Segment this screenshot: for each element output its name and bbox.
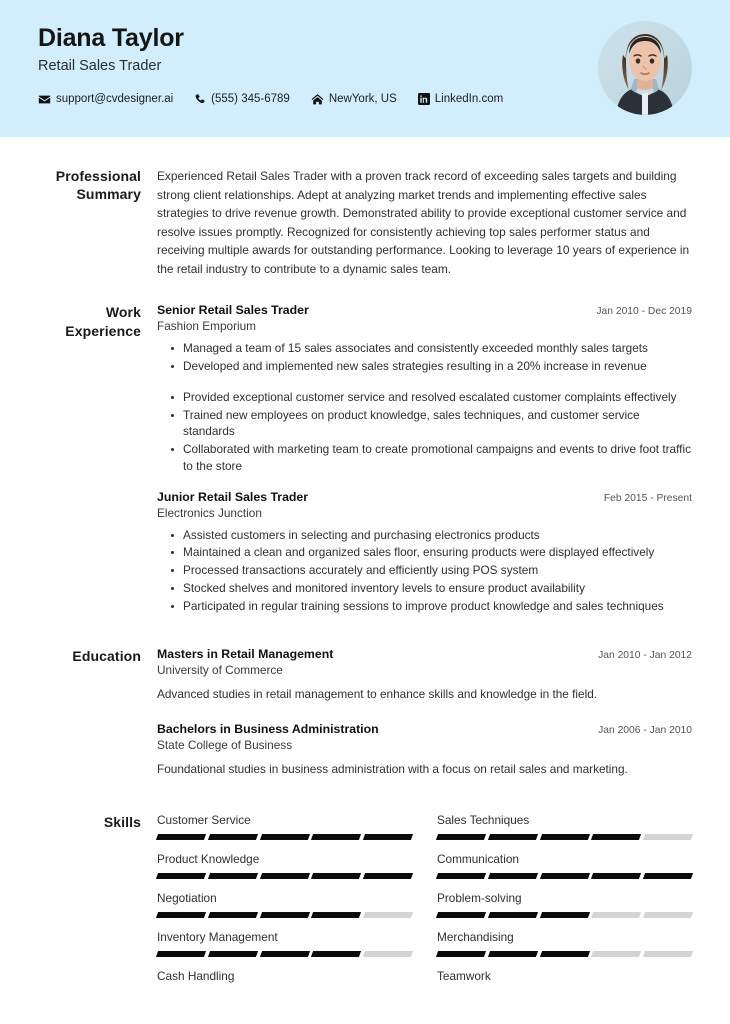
skill-rating-segment [591,951,641,957]
list-item: Participated in regular training sessions to improve product knowledge and sales techniques [157,598,692,615]
contact-phone[interactable] [194,93,290,106]
section-education [0,647,730,780]
skill-rating-bar [437,951,692,957]
skill-rating-segment [540,912,590,918]
education-entry-org: University of Commerce [157,663,283,678]
skill-item [437,852,692,891]
skill-rating-segment [488,912,538,918]
education-entry-desc: Foundational studies in business administration with a focus on retail sales and marketing. [157,762,628,777]
skill-rating-segment [436,873,486,879]
skill-rating-bar [157,951,412,957]
phone-icon [194,93,206,106]
skill-name: Customer Service [157,812,251,827]
section-label-work: Work Experience [65,304,141,339]
list-item: Collaborated with marketing team to create promotional campaigns and events to drive foot traffic to the store [157,441,692,475]
skill-name: Problem-solving [437,890,522,905]
work-entry-date: Jan 2010 - Dec 2019 [596,306,692,318]
list-item: Managed a team of 15 sales associates and consistently exceeded monthly sales targets [157,340,692,357]
skill-rating-segment [311,873,361,879]
avatar-photo [598,21,692,115]
skill-name: Negotiation [157,890,217,905]
skill-rating-segment [643,873,693,879]
skill-rating-segment [260,912,310,918]
skill-item [157,930,412,969]
education-entry-title: Masters in Retail Management [157,647,334,662]
skill-item [157,969,412,1002]
skill-rating-segment [311,834,361,840]
list-item: Developed and implemented new sales strategies resulting in a 20% increase in revenue [157,358,692,375]
avatar [598,21,692,115]
skill-name: Sales Techniques [437,812,530,827]
skill-item [157,891,412,930]
section-label-skills: Skills [103,813,141,830]
work-entry-bullets-second [157,389,692,475]
section-work-experience [0,303,730,616]
work-entry [157,303,692,474]
education-entry [157,647,692,704]
education-entry-org: State College of Business [157,738,293,753]
education-entry [157,722,692,779]
list-item: Stocked shelves and monitored inventory levels to ensure product availability [157,580,692,597]
skill-rating-segment [156,873,206,879]
work-entry-title: Senior Retail Sales Trader [157,303,309,318]
work-entry-org: Fashion Emporium [157,319,257,334]
envelope-icon [38,93,51,106]
skill-rating-segment [260,873,310,879]
skill-rating-segment [591,834,641,840]
contact-linkedin[interactable] [418,93,503,105]
contact-linkedin-text: LinkedIn.com [434,93,504,106]
job-title: Retail Sales Trader [38,57,162,74]
skill-rating-bar [157,834,412,840]
skill-rating-segment [540,834,590,840]
skill-rating-segment [156,951,206,957]
skill-name: Teamwork [437,968,491,983]
skill-rating-segment [208,873,258,879]
skill-item [437,891,692,930]
summary-text: Experienced Retail Sales Trader with a proven track record of exceeding sales targets and building strong client relationships. Adept at analyzing market trends and implementing effective sales strategies to drive revenue growth. Demonstrated ability to provide exceptional customer service and resolve issues promptly. Recognized for consistently achieving top sales performer status and receiving multiple awards for outstanding performance. Looking to leverage 10 years of experience in the retail industry to contribute to a dynamic sales team. [157,169,690,276]
skill-rating-segment [436,912,486,918]
skill-rating-segment [643,834,693,840]
skill-rating-bar [437,834,692,840]
skill-rating-segment [643,951,693,957]
skill-rating-segment [260,951,310,957]
bullet-group-gap [157,376,692,389]
skill-name: Product Knowledge [157,851,260,866]
section-professional-summary [0,167,730,278]
skill-rating-segment [311,951,361,957]
education-entry-date: Jan 2010 - Jan 2012 [598,650,692,662]
skill-rating-segment [311,912,361,918]
resume-header [0,0,730,137]
skill-rating-segment [156,834,206,840]
skill-rating-segment [488,873,538,879]
work-entry [157,490,692,615]
work-entry-bullets [157,527,692,615]
skill-rating-segment [363,834,413,840]
page-title: Diana Taylor [38,24,184,52]
skill-rating-segment [436,834,486,840]
contact-location[interactable] [311,93,397,106]
work-entry-title: Junior Retail Sales Trader [157,489,309,504]
contact-email[interactable] [38,93,173,106]
education-entry-desc: Advanced studies in retail management to enhance skills and knowledge in the field. [157,687,598,702]
skill-rating-segment [643,912,693,918]
contact-location-text: NewYork, US [328,93,397,106]
list-item: Provided exceptional customer service and resolved escalated customer complaints effectively [157,389,692,406]
work-entry-date: Feb 2015 - Present [603,492,692,504]
skill-rating-bar [437,873,692,879]
education-entry-date: Jan 2006 - Jan 2010 [598,725,692,737]
skill-rating-segment [363,912,413,918]
list-item: Processed transactions accurately and efficiently using POS system [157,562,692,579]
list-item: Assisted customers in selecting and purchasing electronics products [157,527,692,544]
skill-rating-bar [437,912,692,918]
skill-item [437,813,692,852]
skill-name: Cash Handling [157,968,235,983]
contact-phone-text: (555) 345-6789 [211,93,290,106]
list-item: Maintained a clean and organized sales floor, ensuring products were displayed effectively [157,544,692,561]
skill-rating-segment [591,873,641,879]
skill-rating-segment [363,951,413,957]
skill-rating-segment [208,834,258,840]
skill-item [157,813,412,852]
skill-rating-segment [488,951,538,957]
list-item: Trained new employees on product knowledge, sales techniques, and customer service standards [157,407,692,441]
contact-email-text: support@cvdesigner.ai [56,93,174,106]
skill-name: Inventory Management [157,929,278,944]
home-icon [311,93,324,106]
skill-item [437,969,692,1002]
skill-name: Communication [437,851,519,866]
skill-rating-segment [540,951,590,957]
work-entry-bullets [157,340,692,375]
skill-rating-segment [260,834,310,840]
education-entry-title: Bachelors in Business Administration [157,722,379,737]
skill-rating-segment [591,912,641,918]
skill-item [437,930,692,969]
linkedin-icon [418,93,430,105]
section-label-summary: Professional Summary [55,168,141,203]
skill-name: Merchandising [437,929,514,944]
skill-rating-bar [157,912,412,918]
section-skills [0,813,730,1002]
contact-list [38,93,692,106]
skill-item [157,852,412,891]
skill-rating-segment [436,951,486,957]
skill-rating-segment [208,951,258,957]
skill-rating-bar [157,873,412,879]
skill-rating-segment [363,873,413,879]
work-entry-org: Electronics Junction [157,505,262,520]
skill-rating-segment [540,873,590,879]
skill-rating-segment [156,912,206,918]
skills-grid [157,813,692,1002]
skill-rating-segment [208,912,258,918]
section-label-education: Education [72,648,141,665]
skill-rating-segment [488,834,538,840]
